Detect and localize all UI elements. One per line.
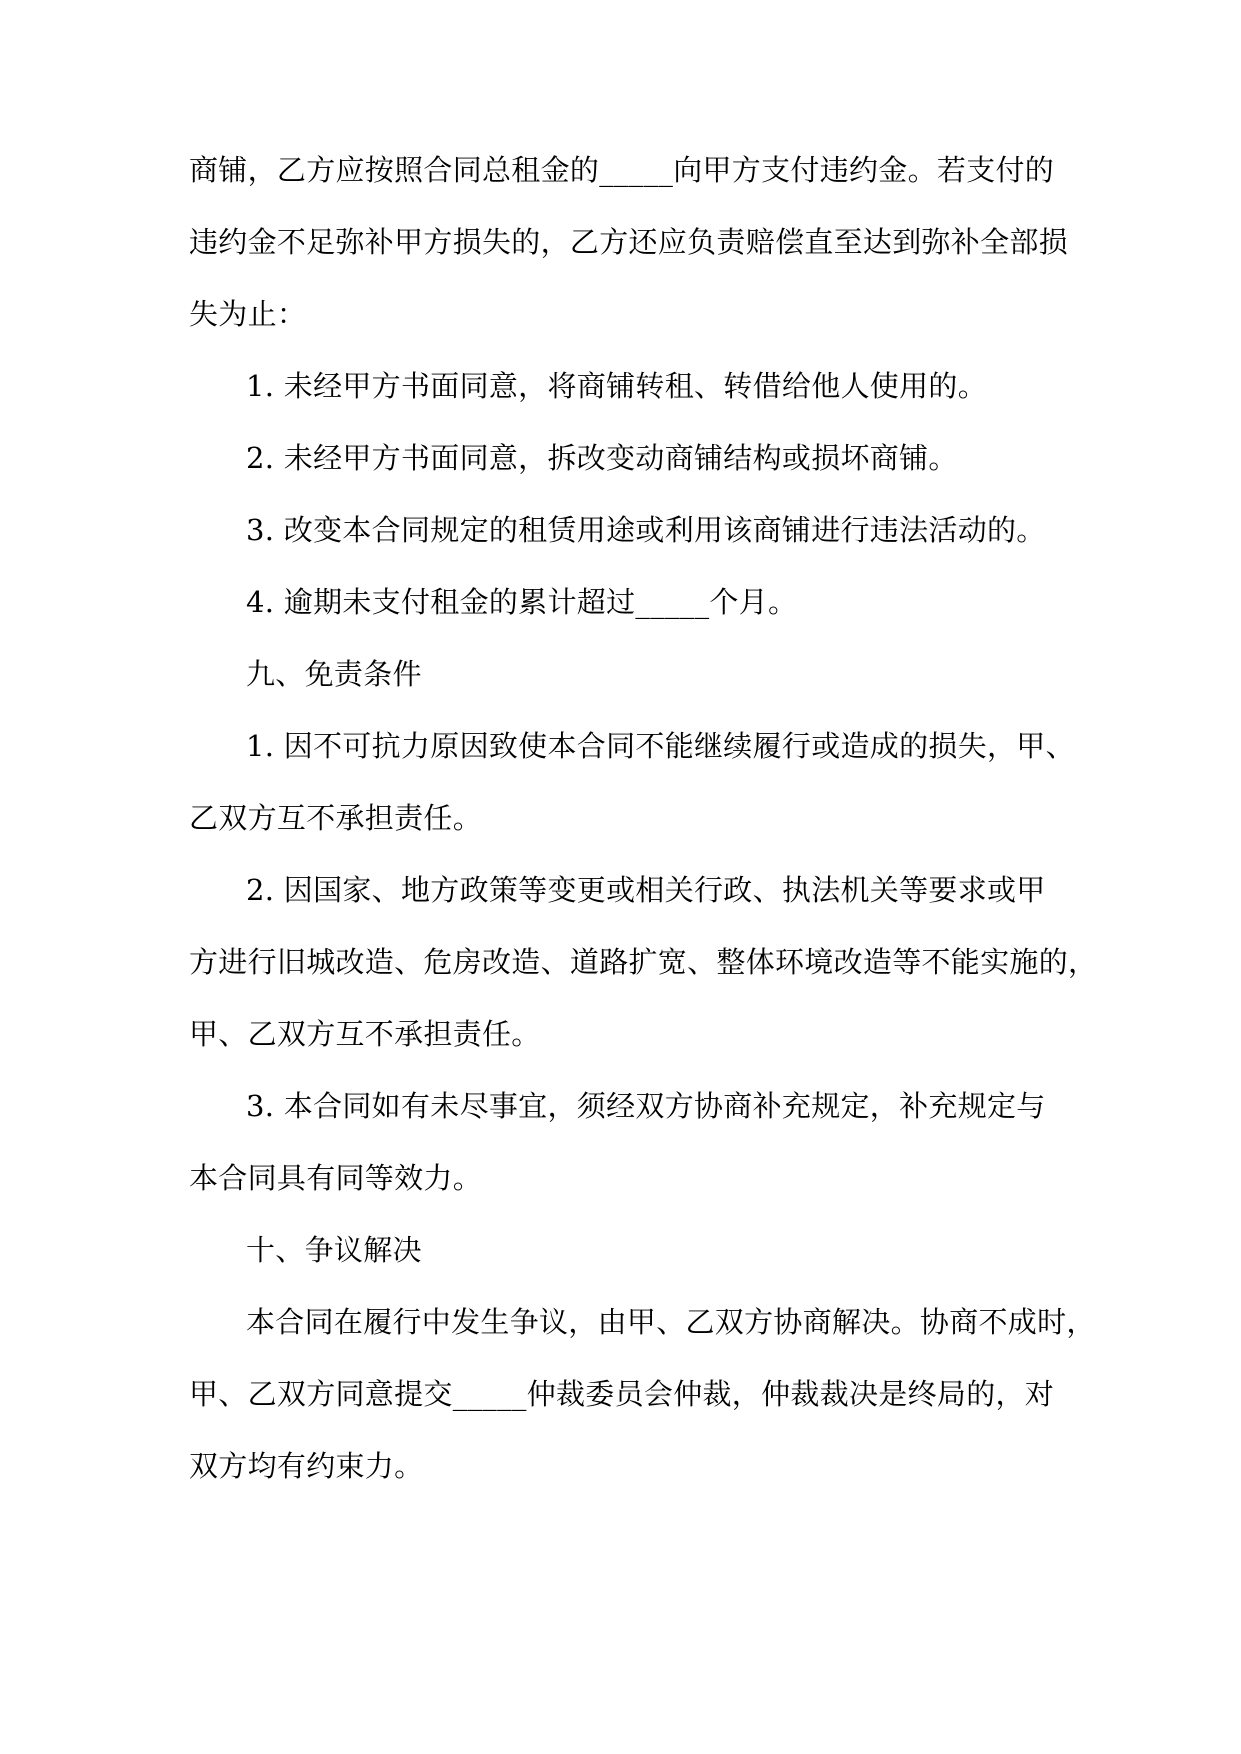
paragraph-line: 双方均有约束力。 xyxy=(189,1449,424,1483)
paragraph-line: 方进行旧城改造、危房改造、道路扩宽、整体环境改造等不能实施的， xyxy=(189,945,1098,979)
list-item: 1. 因不可抗力原因致使本合同不能继续履行或造成的损失，甲、 xyxy=(246,729,1075,763)
paragraph-line: 本合同具有同等效力。 xyxy=(189,1161,483,1195)
list-item: 1. 未经甲方书面同意，将商铺转租、转借给他人使用的。 xyxy=(246,369,987,403)
paragraph-line: 失为止： xyxy=(189,297,307,331)
paragraph-line: 本合同在履行中发生争议，由甲、乙双方协商解决。协商不成时， xyxy=(246,1305,1096,1339)
paragraph-line: 违约金不足弥补甲方损失的，乙方还应负责赔偿直至达到弥补全部损 xyxy=(189,225,1069,259)
list-item: 3. 改变本合同规定的租赁用途或利用该商铺进行违法活动的。 xyxy=(246,513,1046,547)
list-item: 2. 未经甲方书面同意，拆改变动商铺结构或损坏商铺。 xyxy=(246,441,958,475)
paragraph-line: 乙双方互不承担责任。 xyxy=(189,801,483,835)
section-heading: 九、免责条件 xyxy=(246,657,422,691)
list-item: 4. 逾期未支付租金的累计超过_____个月。 xyxy=(246,585,798,619)
paragraph-line: 甲、乙双方同意提交_____仲裁委员会仲裁，仲裁裁决是终局的，对 xyxy=(189,1377,1055,1411)
list-item: 2. 因国家、地方政策等变更或相关行政、执法机关等要求或甲 xyxy=(246,873,1046,907)
paragraph-line: 甲、乙双方互不承担责任。 xyxy=(189,1017,541,1051)
section-heading: 十、争议解决 xyxy=(246,1233,422,1267)
paragraph-line: 商铺，乙方应按照合同总租金的_____向甲方支付违约金。若支付的 xyxy=(189,153,1055,187)
list-item: 3. 本合同如有未尽事宜，须经双方协商补充规定，补充规定与 xyxy=(246,1089,1046,1123)
